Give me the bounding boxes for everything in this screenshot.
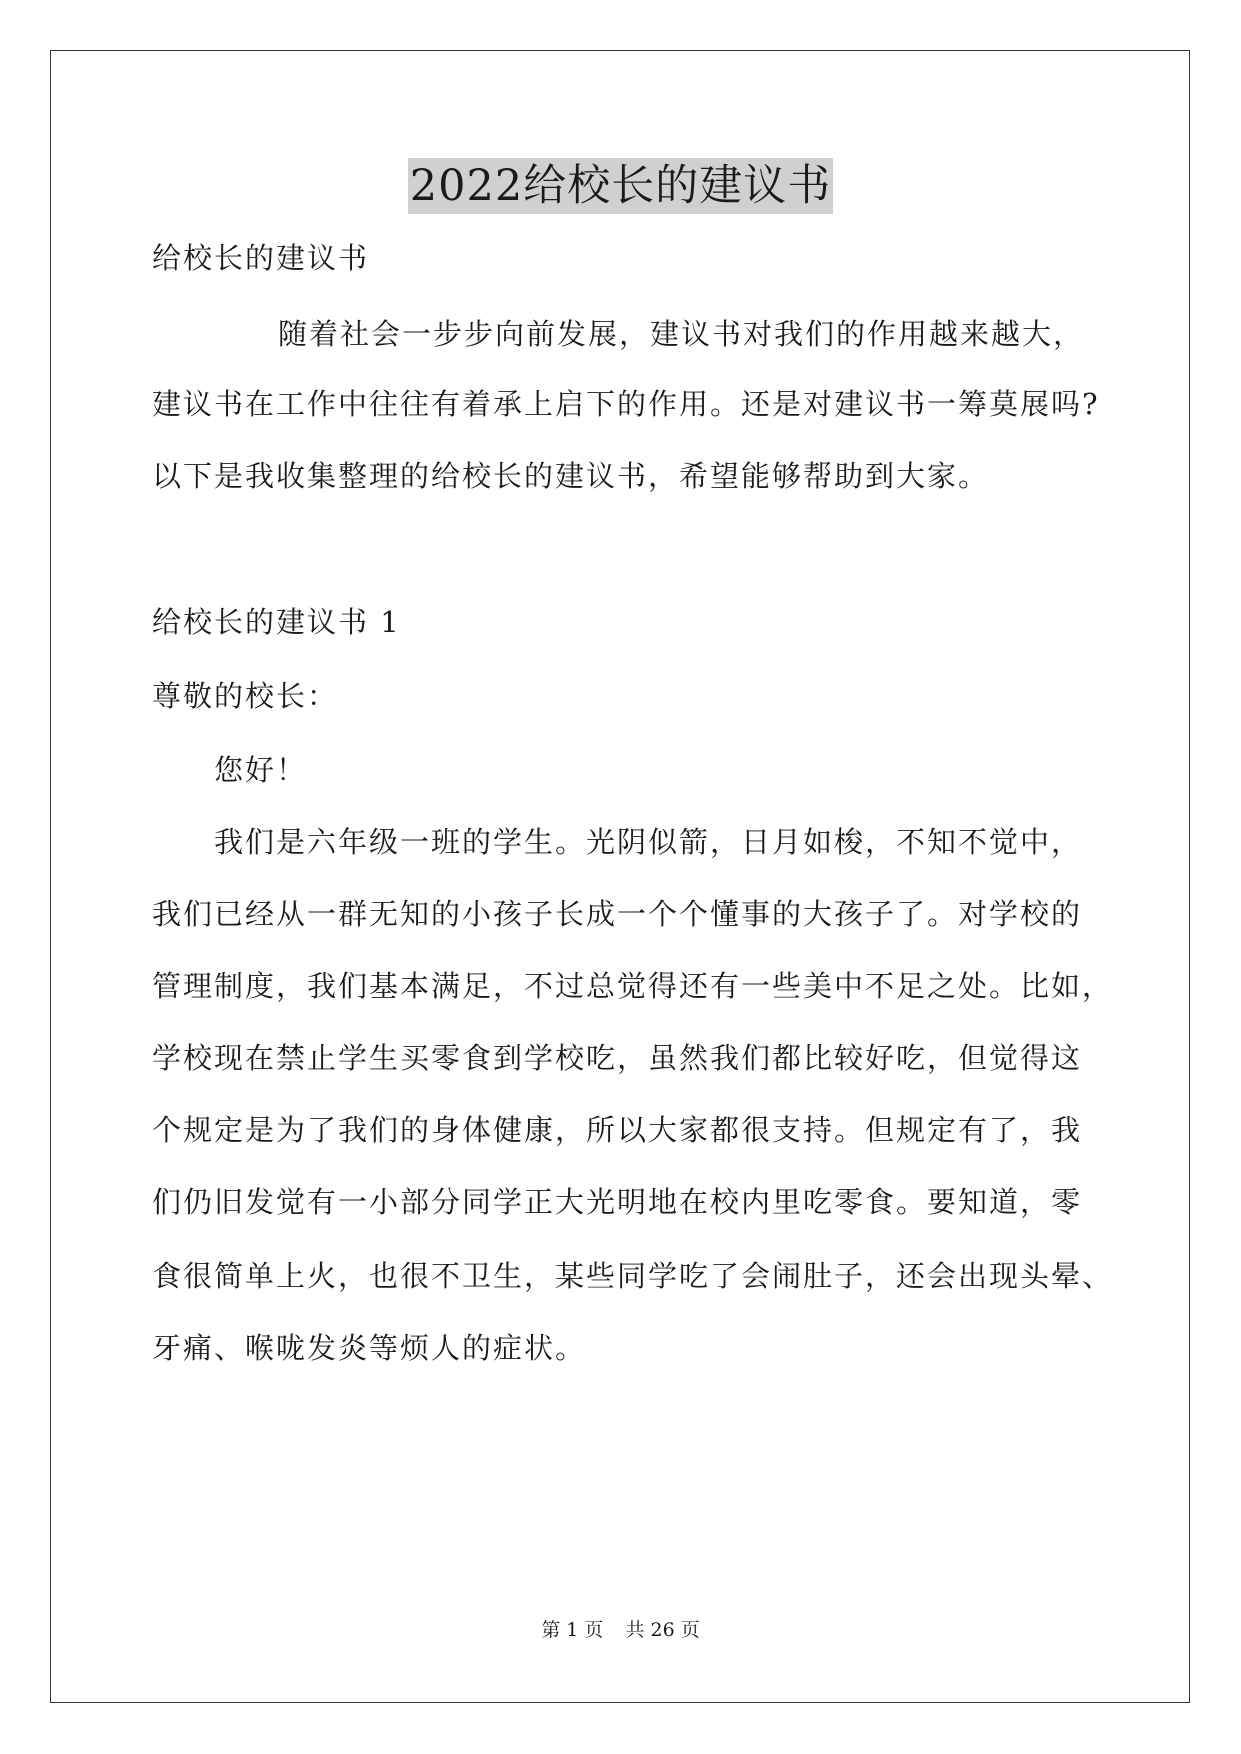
body-line: 我们已经从一群无知的小孩子长成一个个懂事的大孩子了。对学校的 — [152, 897, 1083, 931]
intro-line: 建议书在工作中往往有着承上启下的作用。还是对建议书一筹莫展吗? — [152, 387, 1100, 421]
body-line: 们仍旧发觉有一小部分同学正大光明地在校内里吃零食。要知道，零 — [152, 1185, 1083, 1219]
body-line: 牙痛、喉咙发炎等烦人的症状。 — [152, 1331, 587, 1365]
greeting: 您好！ — [214, 753, 308, 787]
page-border — [50, 50, 1190, 1703]
page-footer — [0, 1618, 1241, 1642]
body-line: 我们是六年级一班的学生。光阴似箭，日月如梭，不知不觉中， — [214, 825, 1083, 859]
title-container — [0, 158, 1241, 214]
salutation: 尊敬的校长： — [152, 679, 339, 713]
intro-line: 随着社会一步步向前发展，建议书对我们的作用越来越大， — [278, 317, 1085, 351]
body-line: 管理制度，我们基本满足，不过总觉得还有一些美中不足之处。比如， — [152, 969, 1114, 1003]
intro-heading: 给校长的建议书 — [152, 241, 370, 275]
page-total: 共 26 页 — [625, 1619, 700, 1641]
body-line: 个规定是为了我们的身体健康，所以大家都很支持。但规定有了，我 — [152, 1113, 1083, 1147]
body-line: 学校现在禁止学生买零食到学校吃，虽然我们都比较好吃，但觉得这 — [152, 1041, 1083, 1075]
document-title: 2022给校长的建议书 — [408, 158, 833, 214]
intro-line: 以下是我收集整理的给校长的建议书，希望能够帮助到大家。 — [152, 459, 990, 493]
body-line: 食很简单上火，也很不卫生，某些同学吃了会闹肚子，还会出现头晕、 — [152, 1259, 1114, 1293]
page-number: 第 1 页 — [541, 1619, 604, 1641]
section-heading: 给校长的建议书 1 — [152, 605, 401, 639]
